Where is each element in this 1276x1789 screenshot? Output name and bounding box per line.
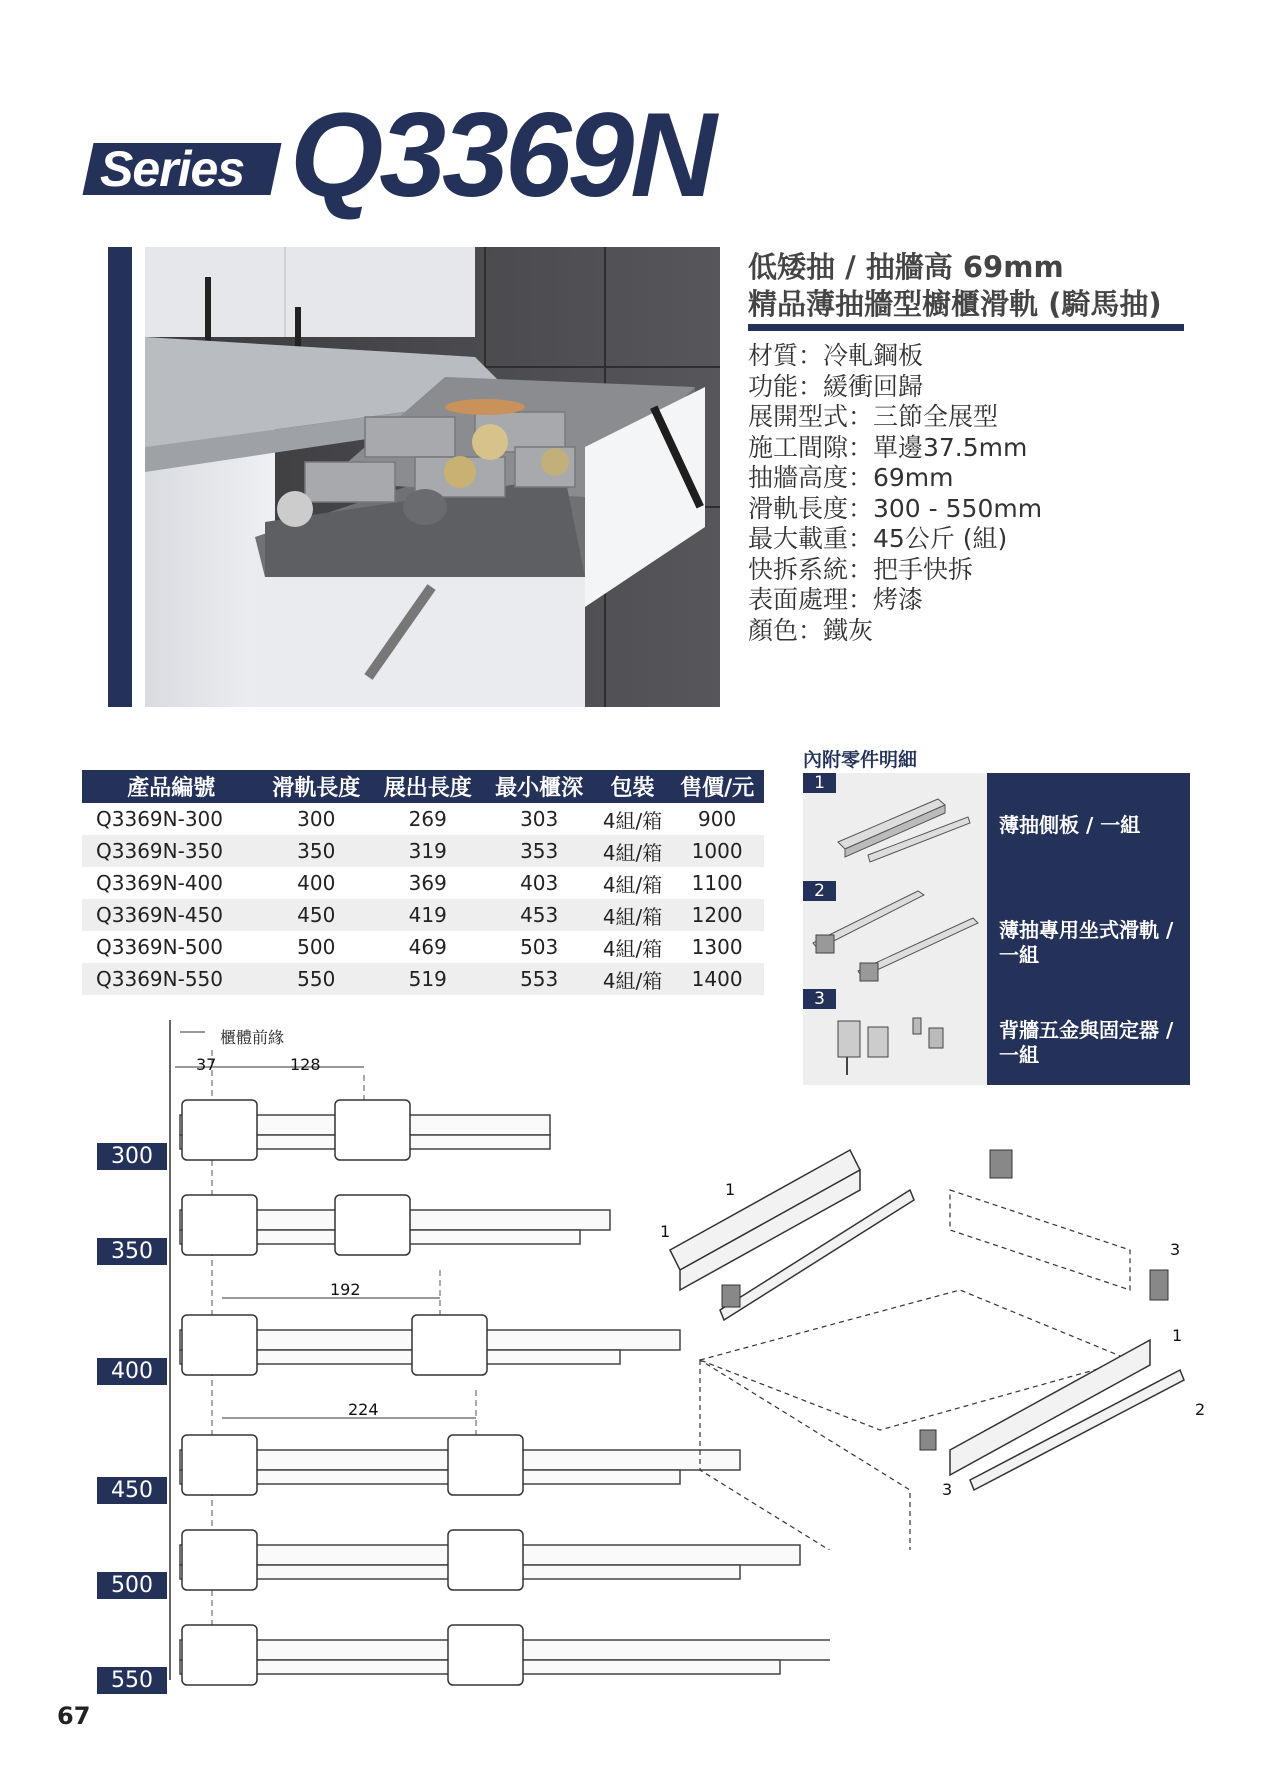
cell: 319 xyxy=(372,835,483,867)
cell: 1200 xyxy=(670,899,764,931)
cell: 4組/箱 xyxy=(602,872,663,897)
spec-item: 抽牆高度：69mm xyxy=(748,463,954,492)
col-header: 展出長度 xyxy=(372,770,483,803)
subtitle-line2: 精品薄抽牆型櫥櫃滑軌 (騎馬抽) xyxy=(748,287,1162,321)
spec-item: 最大載重：45公斤 (組) xyxy=(748,524,1008,553)
cell: 269 xyxy=(408,807,447,831)
parts-title: 內附零件明細 xyxy=(803,749,918,771)
part-number: 3 xyxy=(803,989,836,1009)
length-label: 400 xyxy=(97,1358,167,1385)
dim-label: 224 xyxy=(348,1400,379,1419)
cell: 303 xyxy=(520,807,559,831)
cell: Q3369N-550 xyxy=(82,963,261,995)
cell: 1000 xyxy=(670,835,764,867)
cell: Q3369N-450 xyxy=(82,899,261,931)
callout: 3 xyxy=(1170,1240,1181,1259)
table-row xyxy=(82,963,764,995)
cell: 1300 xyxy=(691,935,743,959)
cell: 350 xyxy=(261,835,372,867)
spec-list xyxy=(748,341,1042,646)
cell: 4組/箱 xyxy=(602,808,663,833)
cell: 1400 xyxy=(670,963,764,995)
cell: Q3369N-350 xyxy=(82,835,261,867)
slide-rail-icon xyxy=(808,883,983,983)
cell: 419 xyxy=(372,899,483,931)
cell: 400 xyxy=(297,871,336,895)
callout: 3 xyxy=(942,1480,953,1499)
col-header: 產品編號 xyxy=(82,770,261,803)
callout: 1 xyxy=(725,1180,736,1199)
table-row xyxy=(82,899,764,931)
back-fitting-icon xyxy=(833,1013,973,1083)
col-header: 滑軌長度 xyxy=(261,770,372,803)
table-row xyxy=(82,867,764,899)
length-label: 300 xyxy=(97,1143,167,1170)
cell: 450 xyxy=(261,899,372,931)
cell: 469 xyxy=(408,935,447,959)
cell: 500 xyxy=(297,935,336,959)
cell: 4組/箱 xyxy=(595,899,670,931)
cell: 353 xyxy=(483,835,594,867)
col-header: 最小櫃深 xyxy=(483,770,594,803)
cell: 550 xyxy=(261,963,372,995)
length-label: 350 xyxy=(97,1238,167,1265)
side-panel-icon xyxy=(833,787,973,867)
cell: 403 xyxy=(520,871,559,895)
model-title: Q3369N xyxy=(290,88,713,222)
series-label: Series xyxy=(100,141,245,197)
cell: 369 xyxy=(408,871,447,895)
cell: 453 xyxy=(483,899,594,931)
cell: 300 xyxy=(297,807,336,831)
spec-item: 施工間隙：單邊37.5mm xyxy=(748,432,1028,462)
length-label: 450 xyxy=(97,1477,167,1504)
spec-item: 展開型式：三節全展型 xyxy=(748,402,999,431)
cell: 4組/箱 xyxy=(595,835,670,867)
product-table xyxy=(82,770,764,995)
cell: 4組/箱 xyxy=(602,936,663,961)
spec-item: 表面處理：烤漆 xyxy=(748,585,924,614)
cell: 1100 xyxy=(691,871,743,895)
part-label: 薄抽專用坐式滑軌 / 一組 xyxy=(999,918,1174,967)
spec-item: 顏色：鐵灰 xyxy=(748,615,874,645)
spec-item: 功能：緩衝回歸 xyxy=(748,371,924,401)
cell: 503 xyxy=(520,935,559,959)
product-photo xyxy=(145,247,720,707)
front-edge-label: 櫃體前緣 xyxy=(220,1028,285,1047)
cell: 900 xyxy=(698,807,737,831)
callout: 1 xyxy=(660,1222,671,1241)
length-label: 500 xyxy=(97,1572,167,1599)
cell: 553 xyxy=(483,963,594,995)
table-row xyxy=(82,931,764,963)
parts-labels xyxy=(987,773,1190,1085)
accent-bar xyxy=(108,247,132,707)
subtitle-line1: 低矮抽 / 抽牆高 69mm xyxy=(748,250,1064,284)
callout: 2 xyxy=(1195,1400,1206,1419)
part-number: 2 xyxy=(803,881,836,901)
cell: Q3369N-500 xyxy=(96,935,223,959)
subtitle-rule xyxy=(748,324,1184,331)
cell: Q3369N-300 xyxy=(96,807,223,831)
callout: 1 xyxy=(1172,1326,1183,1345)
length-label: 550 xyxy=(97,1667,167,1694)
part-label: 薄抽側板 / 一組 xyxy=(999,813,1141,837)
parts-images xyxy=(803,773,987,1085)
dim-label: 128 xyxy=(290,1055,321,1074)
cell: Q3369N-400 xyxy=(96,871,223,895)
cell: 519 xyxy=(372,963,483,995)
col-header: 包裝 xyxy=(595,770,670,803)
spec-item: 材質：冷軋鋼板 xyxy=(748,341,924,370)
part-number: 1 xyxy=(803,773,836,793)
spec-item: 滑軌長度：300 - 550mm xyxy=(748,493,1043,523)
dim-label: 37 xyxy=(196,1055,217,1074)
spec-item: 快拆系統：把手快拆 xyxy=(748,554,974,584)
cell: 4組/箱 xyxy=(595,963,670,995)
table-row xyxy=(82,803,764,835)
part-label: 背牆五金與固定器 / 一組 xyxy=(999,1018,1174,1067)
page-number: 67 xyxy=(57,1702,91,1730)
col-header: 售價/元 xyxy=(670,770,764,803)
table-header-row xyxy=(82,770,764,803)
table-row xyxy=(82,835,764,867)
dim-label: 192 xyxy=(330,1280,361,1299)
